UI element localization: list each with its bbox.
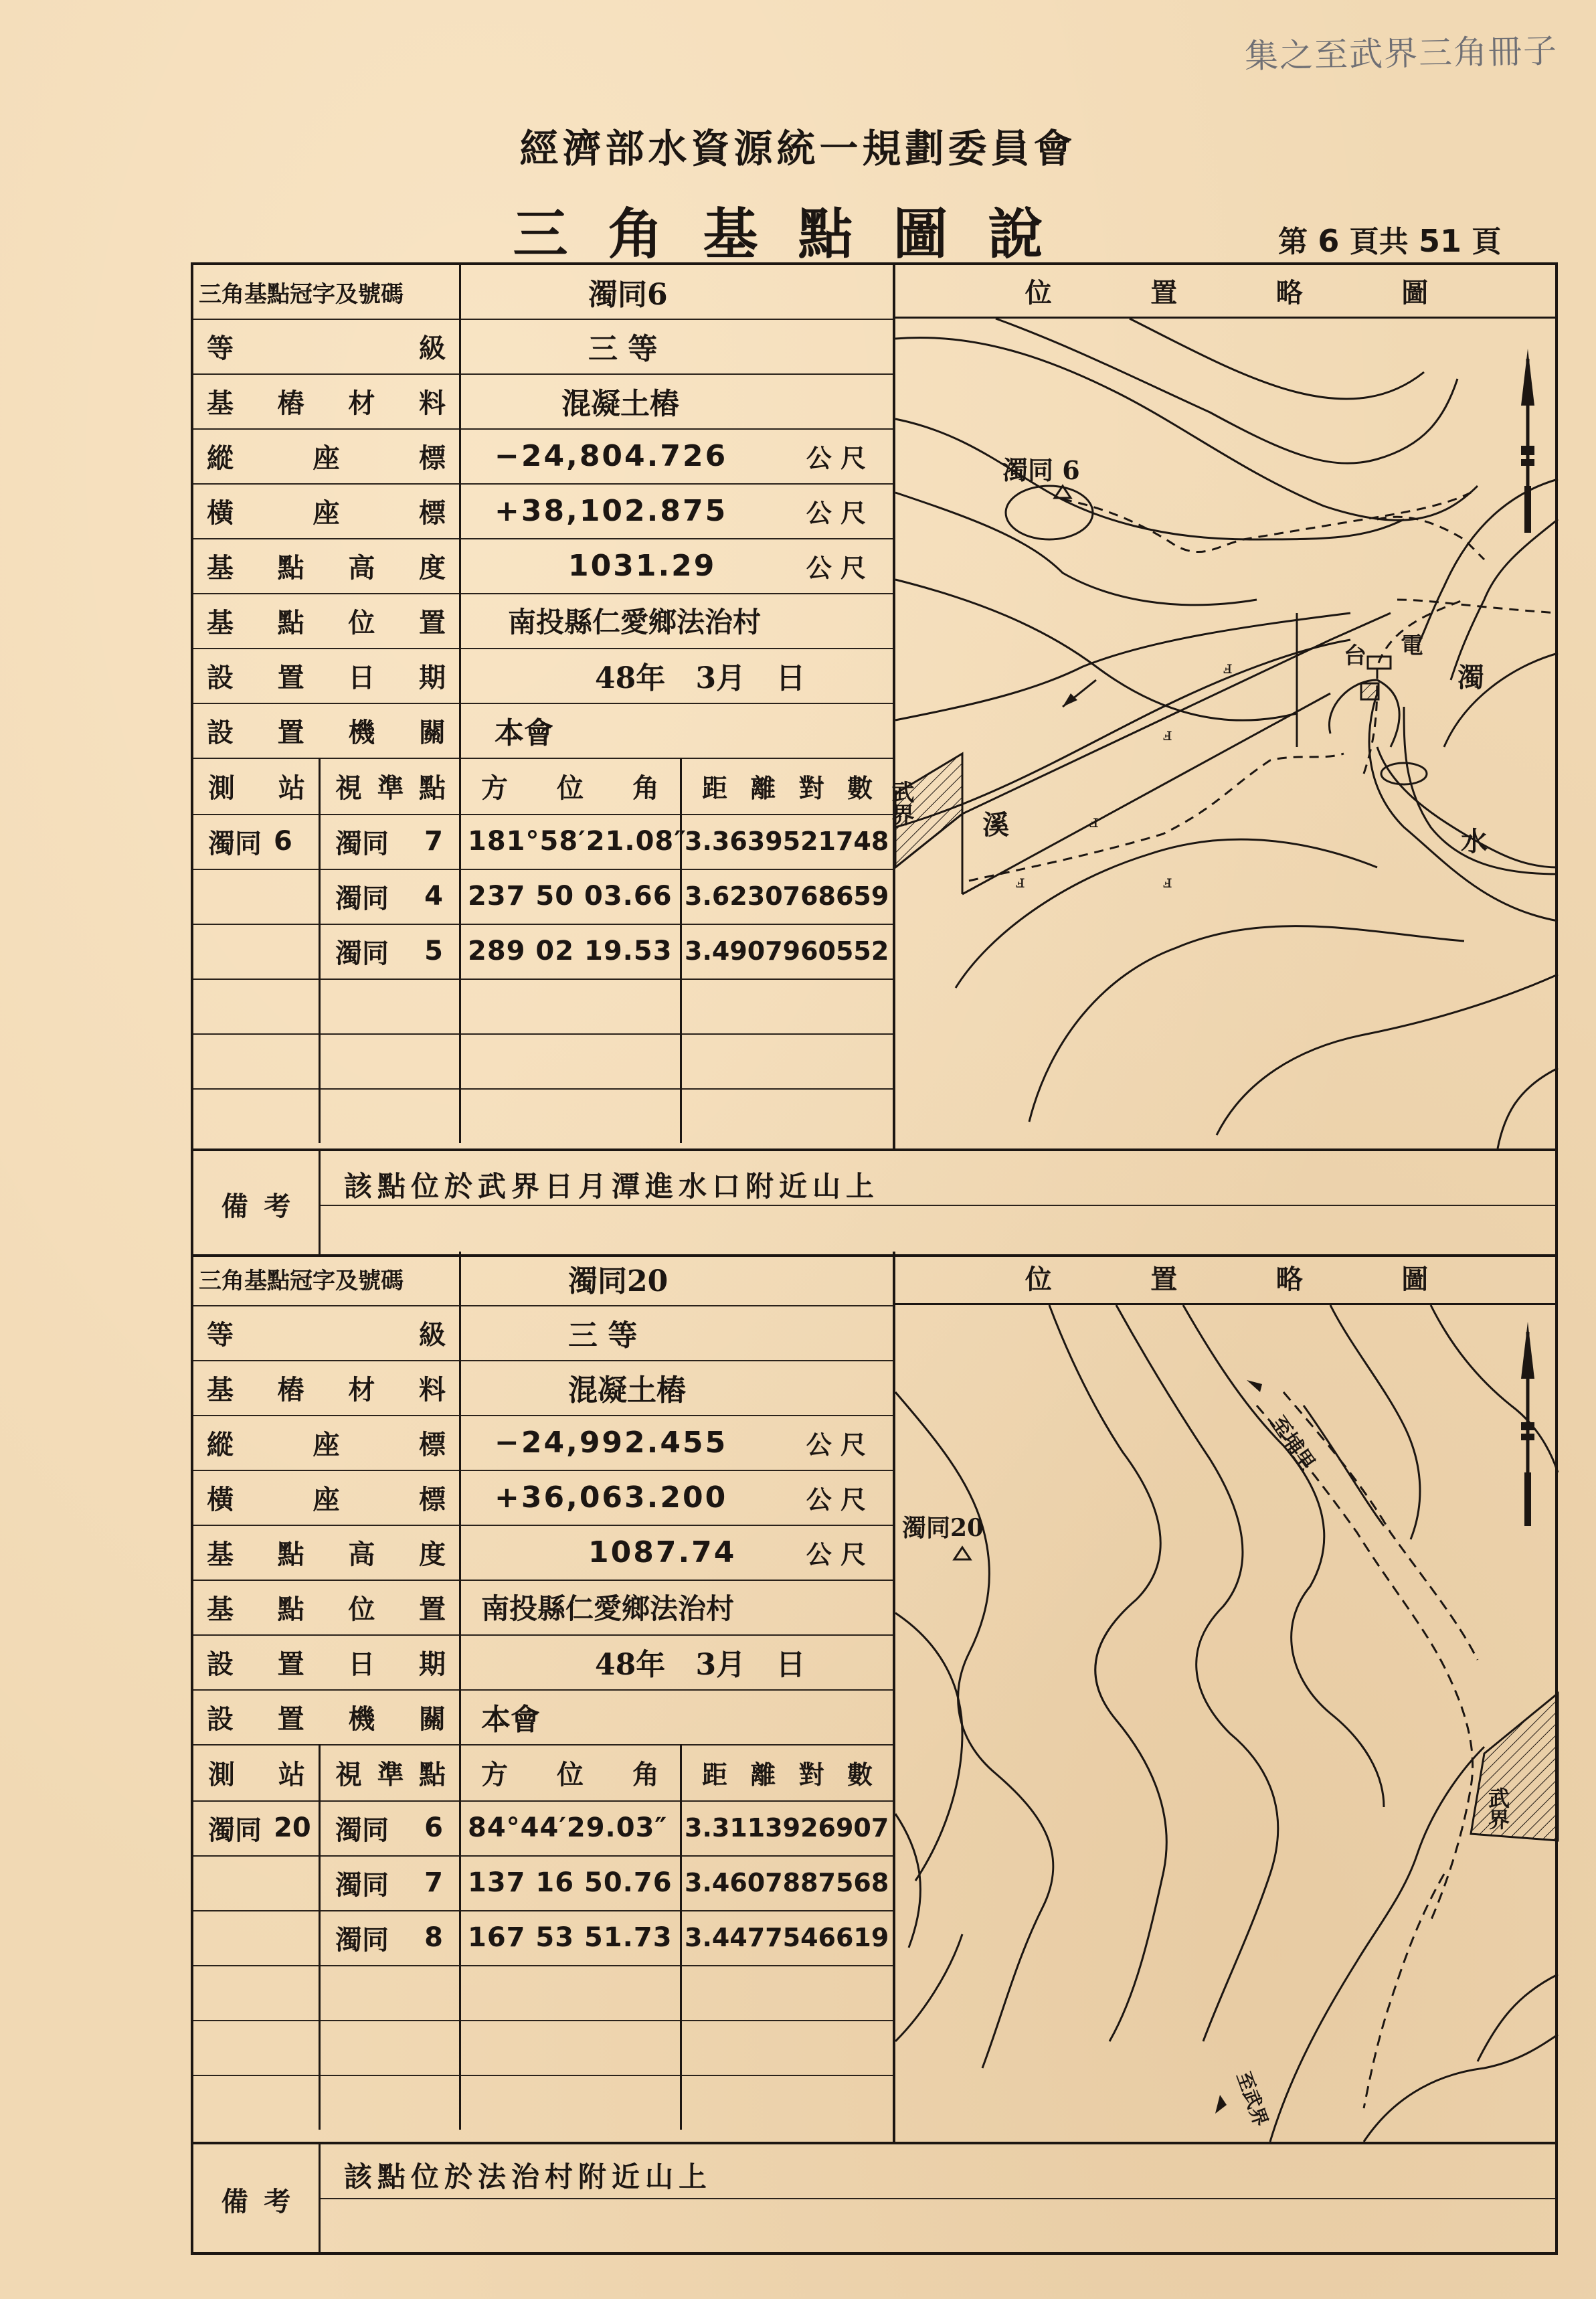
location-map-2 [893, 1252, 1558, 2142]
obs-row-empty [193, 978, 893, 1035]
row-grade [193, 1305, 893, 1361]
map-point-label: 濁同 6 [1002, 455, 1080, 485]
point-section-2 [191, 1252, 1558, 2255]
obs-target: 濁同 8 [321, 1910, 461, 1965]
row-material [193, 1360, 893, 1416]
obs-row-empty [193, 2020, 893, 2076]
label-name-code: 三角基點冠字及號碼 [193, 1252, 461, 1305]
value-agency: 本會 [481, 1703, 540, 1737]
obs-azimuth: 137 16 50.76 [461, 1855, 682, 1910]
obs-target: 濁同 4 [321, 869, 461, 924]
value-date: 48年 3月 日 [595, 661, 806, 695]
location-map-1 [887, 265, 1558, 1148]
map-label-wujie: 武界 [1485, 1787, 1510, 1830]
obs-target: 濁同 7 [321, 814, 461, 869]
obs-row [193, 1855, 893, 1911]
header-log-distance: 距 離 對 數 [702, 772, 873, 803]
map-label-stream: 溪 [982, 809, 1009, 841]
header-log-distance: 距 離 對 數 [702, 1759, 873, 1790]
value-material: 混凝土樁 [568, 1373, 686, 1408]
remarks-text: 該點位於法治村附近山上 [344, 2160, 713, 2193]
label-northing: 縱 座 標 [193, 428, 461, 483]
value-location: 南投縣仁愛鄉法治村 [508, 606, 762, 638]
label-location: 基 點 位 置 [193, 593, 461, 648]
obs-station-empty [193, 869, 321, 924]
value-elevation: 1087.74 公 尺 [588, 1535, 866, 1569]
value-location: 南投縣仁愛鄉法治村 [481, 1592, 735, 1625]
page-middle: 頁共 [1349, 225, 1409, 259]
obs-row [193, 924, 893, 980]
map-title: 位 置 略 圖 [895, 1252, 1558, 1305]
header-station: 測 站 [193, 1744, 321, 1800]
map-label-dian: 電 [1401, 632, 1423, 659]
point-section-1 [191, 262, 1558, 1257]
triangulation-point-symbol [954, 1547, 970, 1559]
page-total: 51 [1419, 223, 1462, 259]
row-date [193, 648, 893, 704]
row-location [193, 1580, 893, 1636]
page-number [1278, 218, 1501, 260]
label-date: 設 置 日 期 [193, 1634, 461, 1689]
row-elevation [193, 538, 893, 594]
obs-row [193, 1800, 893, 1857]
map-label-tai: 台 [1344, 643, 1366, 669]
map-label-zhuo: 濁 [1457, 662, 1484, 693]
remarks-text: 該點位於武界日月潭進水口附近山上 [344, 1170, 880, 1203]
obs-station: 濁同 20 [193, 1800, 321, 1855]
label-material: 基 樁 材 料 [193, 373, 461, 428]
remarks-label: 備 考 [193, 1151, 321, 1257]
obs-row-empty [193, 1088, 893, 1143]
label-agency: 設 置 機 關 [193, 1689, 461, 1744]
label-elevation: 基 點 高 度 [193, 538, 461, 593]
obs-azimuth: 181°58′21.08″ [461, 814, 682, 869]
row-agency [193, 1689, 893, 1745]
handwritten-note: 集之至武界三角冊子 [1244, 31, 1559, 76]
value-material: 混凝土樁 [561, 387, 679, 421]
wujie-area [1471, 1693, 1558, 1841]
obs-azimuth: 237 50 03.66 [461, 869, 682, 924]
page-current: 6 [1318, 223, 1340, 259]
label-name-code: 三角基點冠字及號碼 [193, 265, 461, 319]
map-label-water: 水 [1461, 826, 1488, 857]
value-code: 濁同20 [568, 1264, 669, 1298]
value-northing: −24,992.455 公 尺 [495, 1425, 866, 1460]
obs-azimuth: 289 02 19.53 [461, 924, 682, 978]
small-building [1361, 683, 1379, 699]
obs-azimuth: 167 53 51.73 [461, 1910, 682, 1965]
label-grade: 等 級 [193, 319, 461, 373]
obs-target: 濁同 5 [321, 924, 461, 978]
header-target: 視 準 點 [321, 758, 461, 814]
value-agency: 本會 [495, 716, 553, 750]
map-label-wujie: 武界 [887, 780, 914, 826]
road-arrow-up [1247, 1380, 1262, 1392]
obs-log-distance: 3.3639521748 [685, 827, 889, 856]
page-suffix: 頁 [1472, 225, 1502, 259]
document-title: 三角基點圖說 [513, 202, 1083, 266]
value-date: 48年 3月 日 [595, 1648, 806, 1682]
obs-log-distance: 3.4477546619 [685, 1923, 889, 1952]
row-easting [193, 483, 893, 539]
organization-name: 經濟部水資源統一規劃委員會 [519, 126, 1077, 171]
header-azimuth: 方 位 角 [461, 1744, 682, 1800]
obs-station: 濁同 6 [193, 814, 321, 869]
obs-log-distance: 3.4607887568 [685, 1868, 889, 1897]
row-northing [193, 428, 893, 485]
row-elevation [193, 1525, 893, 1581]
remarks-label: 備 考 [193, 2144, 321, 2255]
page-prefix: 第 [1278, 225, 1308, 259]
north-arrow [1521, 349, 1534, 533]
value-northing: −24,804.726 公 尺 [495, 438, 866, 473]
obs-station-empty [193, 1855, 321, 1910]
sketch-map-1 [887, 319, 1558, 1148]
obs-log-distance: 3.3113926907 [685, 1813, 889, 1843]
map-point-label: 濁同20 [902, 1514, 984, 1542]
label-easting: 橫 座 標 [193, 1470, 461, 1525]
map-title: 位 置 略 圖 [895, 265, 1558, 319]
header-target: 視 準 點 [321, 1744, 461, 1800]
label-date: 設 置 日 期 [193, 648, 461, 703]
remarks-row-2 [193, 2142, 1555, 2255]
obs-azimuth: 84°44′29.03″ [461, 1800, 682, 1855]
label-agency: 設 置 機 關 [193, 703, 461, 758]
svg-text:ⅎ: ⅎ [1089, 812, 1099, 832]
row-agency [193, 703, 893, 759]
obs-header [193, 758, 893, 815]
row-grade [193, 319, 893, 375]
obs-log-distance: 3.6230768659 [685, 881, 889, 911]
header-azimuth: 方 位 角 [461, 758, 682, 814]
row-material [193, 373, 893, 430]
obs-target: 濁同 7 [321, 1855, 461, 1910]
svg-text:ⅎ: ⅎ [1016, 872, 1025, 892]
remarks-row-1 [193, 1148, 1555, 1257]
svg-text:ⅎ: ⅎ [1163, 725, 1172, 745]
row-northing [193, 1415, 893, 1471]
map-label-road-down: 至武界 [1232, 2069, 1273, 2130]
obs-header [193, 1744, 893, 1802]
label-elevation: 基 點 高 度 [193, 1525, 461, 1580]
label-material: 基 樁 材 料 [193, 1360, 461, 1415]
label-location: 基 點 位 置 [193, 1580, 461, 1634]
obs-station-empty [193, 924, 321, 978]
label-grade: 等 級 [193, 1305, 461, 1360]
svg-text:ⅎ: ⅎ [1223, 658, 1233, 678]
obs-target: 濁同 6 [321, 1800, 461, 1855]
svg-text:ⅎ: ⅎ [1163, 872, 1172, 892]
obs-row-empty [193, 1033, 893, 1090]
row-easting [193, 1470, 893, 1526]
value-grade: 三 等 [588, 332, 658, 366]
obs-row [193, 1910, 893, 1966]
obs-row-empty [193, 2075, 893, 2130]
road-arrow-down [1215, 2095, 1227, 2114]
flow-arrow-head [1063, 693, 1077, 707]
north-arrow [1521, 1322, 1534, 1526]
obs-log-distance: 3.4907960552 [685, 936, 889, 966]
row-location [193, 593, 893, 649]
sketch-map-2 [895, 1305, 1558, 2142]
value-code: 濁同6 [588, 278, 668, 312]
header-station: 測 站 [193, 758, 321, 814]
row-code [193, 265, 893, 320]
label-northing: 縱 座 標 [193, 1415, 461, 1470]
value-elevation: 1031.29 公 尺 [568, 548, 866, 583]
obs-row [193, 869, 893, 925]
value-easting: +36,063.200 公 尺 [495, 1480, 866, 1515]
map-label-road-up: 至埔里 [1265, 1412, 1320, 1475]
row-date [193, 1634, 893, 1691]
obs-station-empty [193, 1910, 321, 1965]
obs-row [193, 814, 893, 870]
row-code [193, 1252, 893, 1306]
marsh-symbols [1016, 658, 1232, 892]
label-easting: 橫 座 標 [193, 483, 461, 538]
value-easting: +38,102.875 公 尺 [495, 493, 866, 528]
value-grade: 三 等 [568, 1318, 638, 1353]
obs-row-empty [193, 1965, 893, 2021]
